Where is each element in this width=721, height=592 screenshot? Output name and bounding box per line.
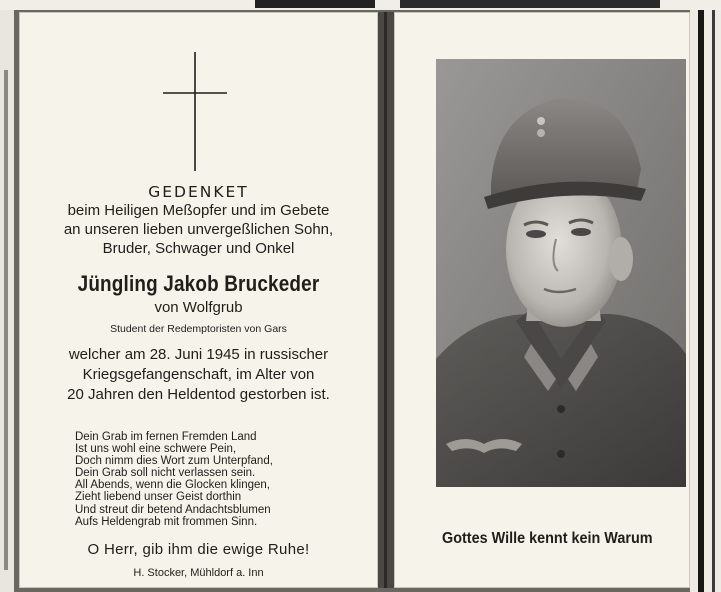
frame-top [0,0,721,10]
death-line: welcher am 28. Juni 1945 in russischer [68,346,329,363]
soldier-portrait-photo [436,59,686,487]
origin-line: von Wolfgrub [154,299,243,316]
poem-line: Aufs Heldengrab mit frommen Sinn. [75,515,258,528]
poem-line: Ist uns wohl eine schwere Pein, [75,443,237,456]
frame-right-line [698,10,704,592]
memorial-poem [75,431,273,528]
deceased-name: Jüngling Jakob Bruckeder [77,271,320,296]
portrait-illustration [436,59,686,487]
poem-line: Dein Grab im fernen Fremden Land [75,431,257,443]
intro-line: an unseren lieben unvergeßlichen Sohn, [63,221,334,238]
occupation-line: Student der Redemptoristen von Gars [110,323,287,335]
poem-line: Zieht liebend unser Geist dorthin [75,491,242,504]
poem-line: Und streut dir betend Andachtsblumen [75,503,271,516]
photo-caption: Gottes Wille kennt kein Warum [442,530,653,547]
intro-line: beim Heiligen Meßopfer und im Gebete [67,202,330,219]
frame-right-line [712,10,715,592]
poem-line: All Abends, wenn die Glocken klingen, [75,479,270,492]
intro-line: Bruder, Schwager und Onkel [102,240,295,257]
death-line: 20 Jahren den Heldentod gestorben ist. [67,386,330,403]
heading-gedenket: GEDENKET [148,183,249,201]
frame-left-edge [4,70,8,570]
death-line: Kriegsgefangenschaft, im Alter von [82,366,315,383]
prayer-line: O Herr, gib ihm die ewige Ruhe! [87,541,310,558]
frame-right [690,10,721,592]
frame-top-dark-band [400,0,660,8]
poem-line: Dein Grab soll nicht verlassen sein. [75,467,256,480]
printer-credit: H. Stocker, Mühldorf a. Inn [133,567,264,579]
card-fold-line [384,12,387,588]
card-fold-gutter [378,12,394,588]
frame-left [0,10,14,592]
frame-top-dark-band [255,0,375,8]
cross-icon [19,12,378,192]
poem-line: Doch nimm dies Wort zum Unterpfand, [75,455,273,468]
